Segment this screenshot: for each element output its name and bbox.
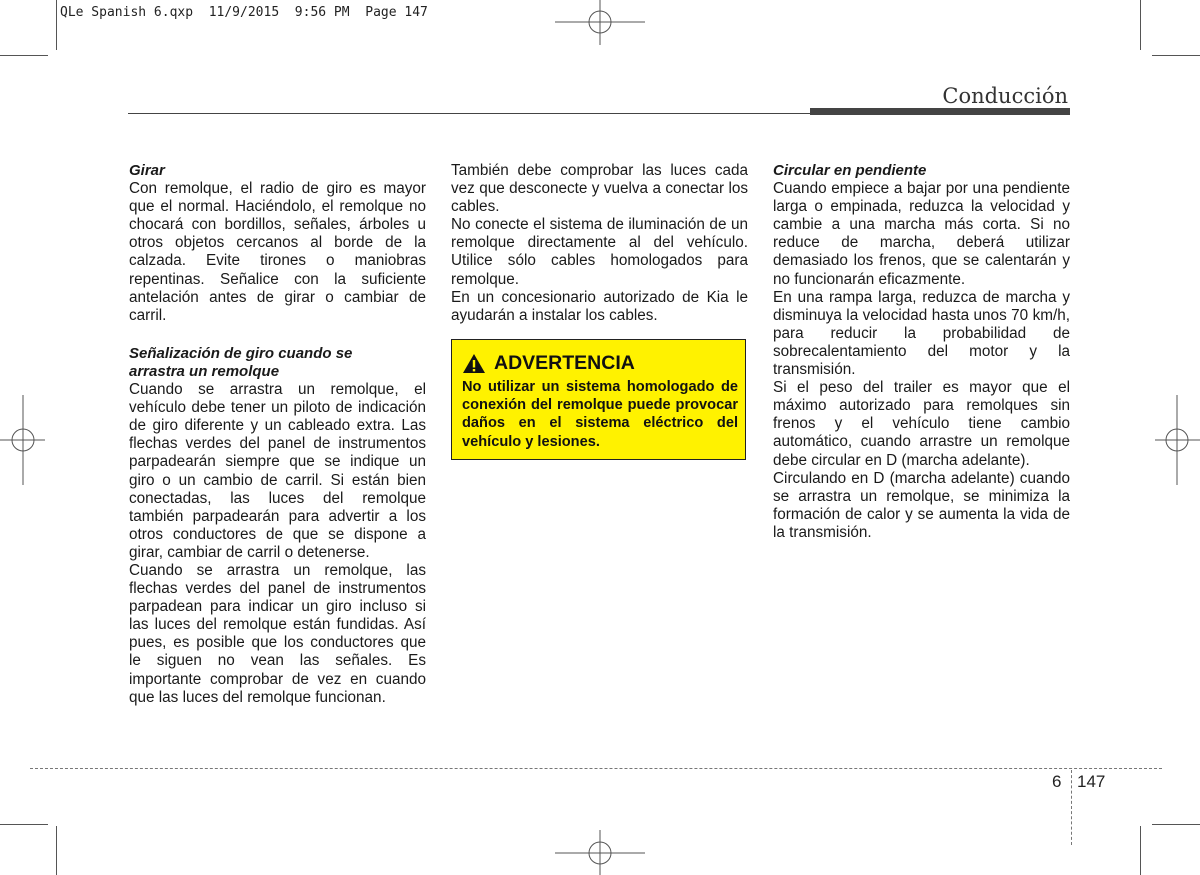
- chapter-number: 6: [1052, 772, 1062, 791]
- heading-girar: Girar: [129, 162, 165, 179]
- warning-text: No utilizar un sistema homologado de conexión del remolque puede provocar daños en el sistema eléctrico del vehículo y lesiones.: [462, 379, 738, 450]
- paragraph: Cuando empiece a bajar por una pendiente larga o empinada, reduzca la velocidad y cambie a una marcha más corta. Si no reduce de marcha, deberá utilizar demasiado los frenos, que se calentarán y no funcionarán eficazmente.: [773, 180, 1070, 288]
- registration-mark-bottom: [555, 830, 645, 875]
- paragraph: También debe comprobar las luces cada vez que desconecte y vuelva a conectar los cables.: [451, 162, 748, 216]
- warning-triangle-icon: [462, 353, 486, 374]
- heading-senalizacion: Señalización de giro cuando se arrastra un remolque: [129, 344, 353, 380]
- paragraph: Circulando en D (marcha adelante) cuando se arrastra un remolque, se minimiza la formación de calor y se aumenta la vida de la transmisión.: [773, 469, 1070, 541]
- page-number: 147: [1077, 772, 1106, 791]
- print-slug: QLe Spanish 6.qxp 11/9/2015 9:56 PM Page 147: [60, 5, 428, 20]
- footer-divider: [1071, 770, 1072, 845]
- heading-circular-pendiente: Circular en pendiente: [773, 162, 927, 179]
- registration-mark-top: [555, 0, 645, 45]
- header-rule-bar: [810, 108, 1070, 115]
- paragraph: Cuando se arrastra un remolque, las flechas verdes del panel de instrumentos parpadean para indicar un giro incluso si las luces del remolque están fundidas. Así pues, es posible que los conductores que le siguen no vean las señales. Es importante comprobar de vez en cuando que las luces del remolque funcionan.: [129, 561, 426, 706]
- column-1: [129, 162, 426, 707]
- warning-title: [462, 352, 635, 375]
- column-3: [773, 162, 1070, 542]
- footer-rule: [30, 768, 1162, 769]
- column-2: [451, 162, 748, 325]
- paragraph: Si el peso del trailer es mayor que el máximo autorizado para remolques sin frenos y el vehículo tiene cambio automático, cuando arrastre un remolque debe circular en D (marcha adelante).: [773, 379, 1070, 469]
- registration-mark-right: [1155, 395, 1200, 485]
- warning-box: [451, 339, 746, 460]
- warning-title-text: ADVERTENCIA: [494, 352, 635, 374]
- registration-mark-left: [0, 395, 45, 485]
- paragraph: No conecte el sistema de iluminación de un remolque directamente al del vehículo. Utilice sólo cables homologados para remolque.: [451, 216, 748, 288]
- section-title: Conducción: [942, 84, 1068, 108]
- paragraph: Cuando se arrastra un remolque, el vehículo debe tener un piloto de indicación de giro diferente y un cableado extra. Las flechas verdes del panel de instrumentos parpadearán siempre que se indique un giro o un cambio de carril. Si están bien conectadas, las luces del remolque también parpadearán para advertir a los otros conductores de que se dispone a girar, cambiar de carril o detenerse.: [129, 381, 426, 561]
- paragraph: En un concesionario autorizado de Kia le ayudarán a instalar los cables.: [451, 288, 748, 324]
- paragraph: Con remolque, el radio de giro es mayor que el normal. Haciéndolo, el remolque no chocará con bordillos, señales, árboles u otros objetos cercanos al borde de la calzada. Evite tirones o maniobras repentinas. Señalice con la suficiente antelación antes de girar o cambiar de carril.: [129, 180, 426, 324]
- paragraph: En una rampa larga, reduzca de marcha y disminuya la velocidad hasta unos 70 km/h, para reducir la probabilidad de sobrecalentamiento del motor y la transmisión.: [773, 288, 1070, 379]
